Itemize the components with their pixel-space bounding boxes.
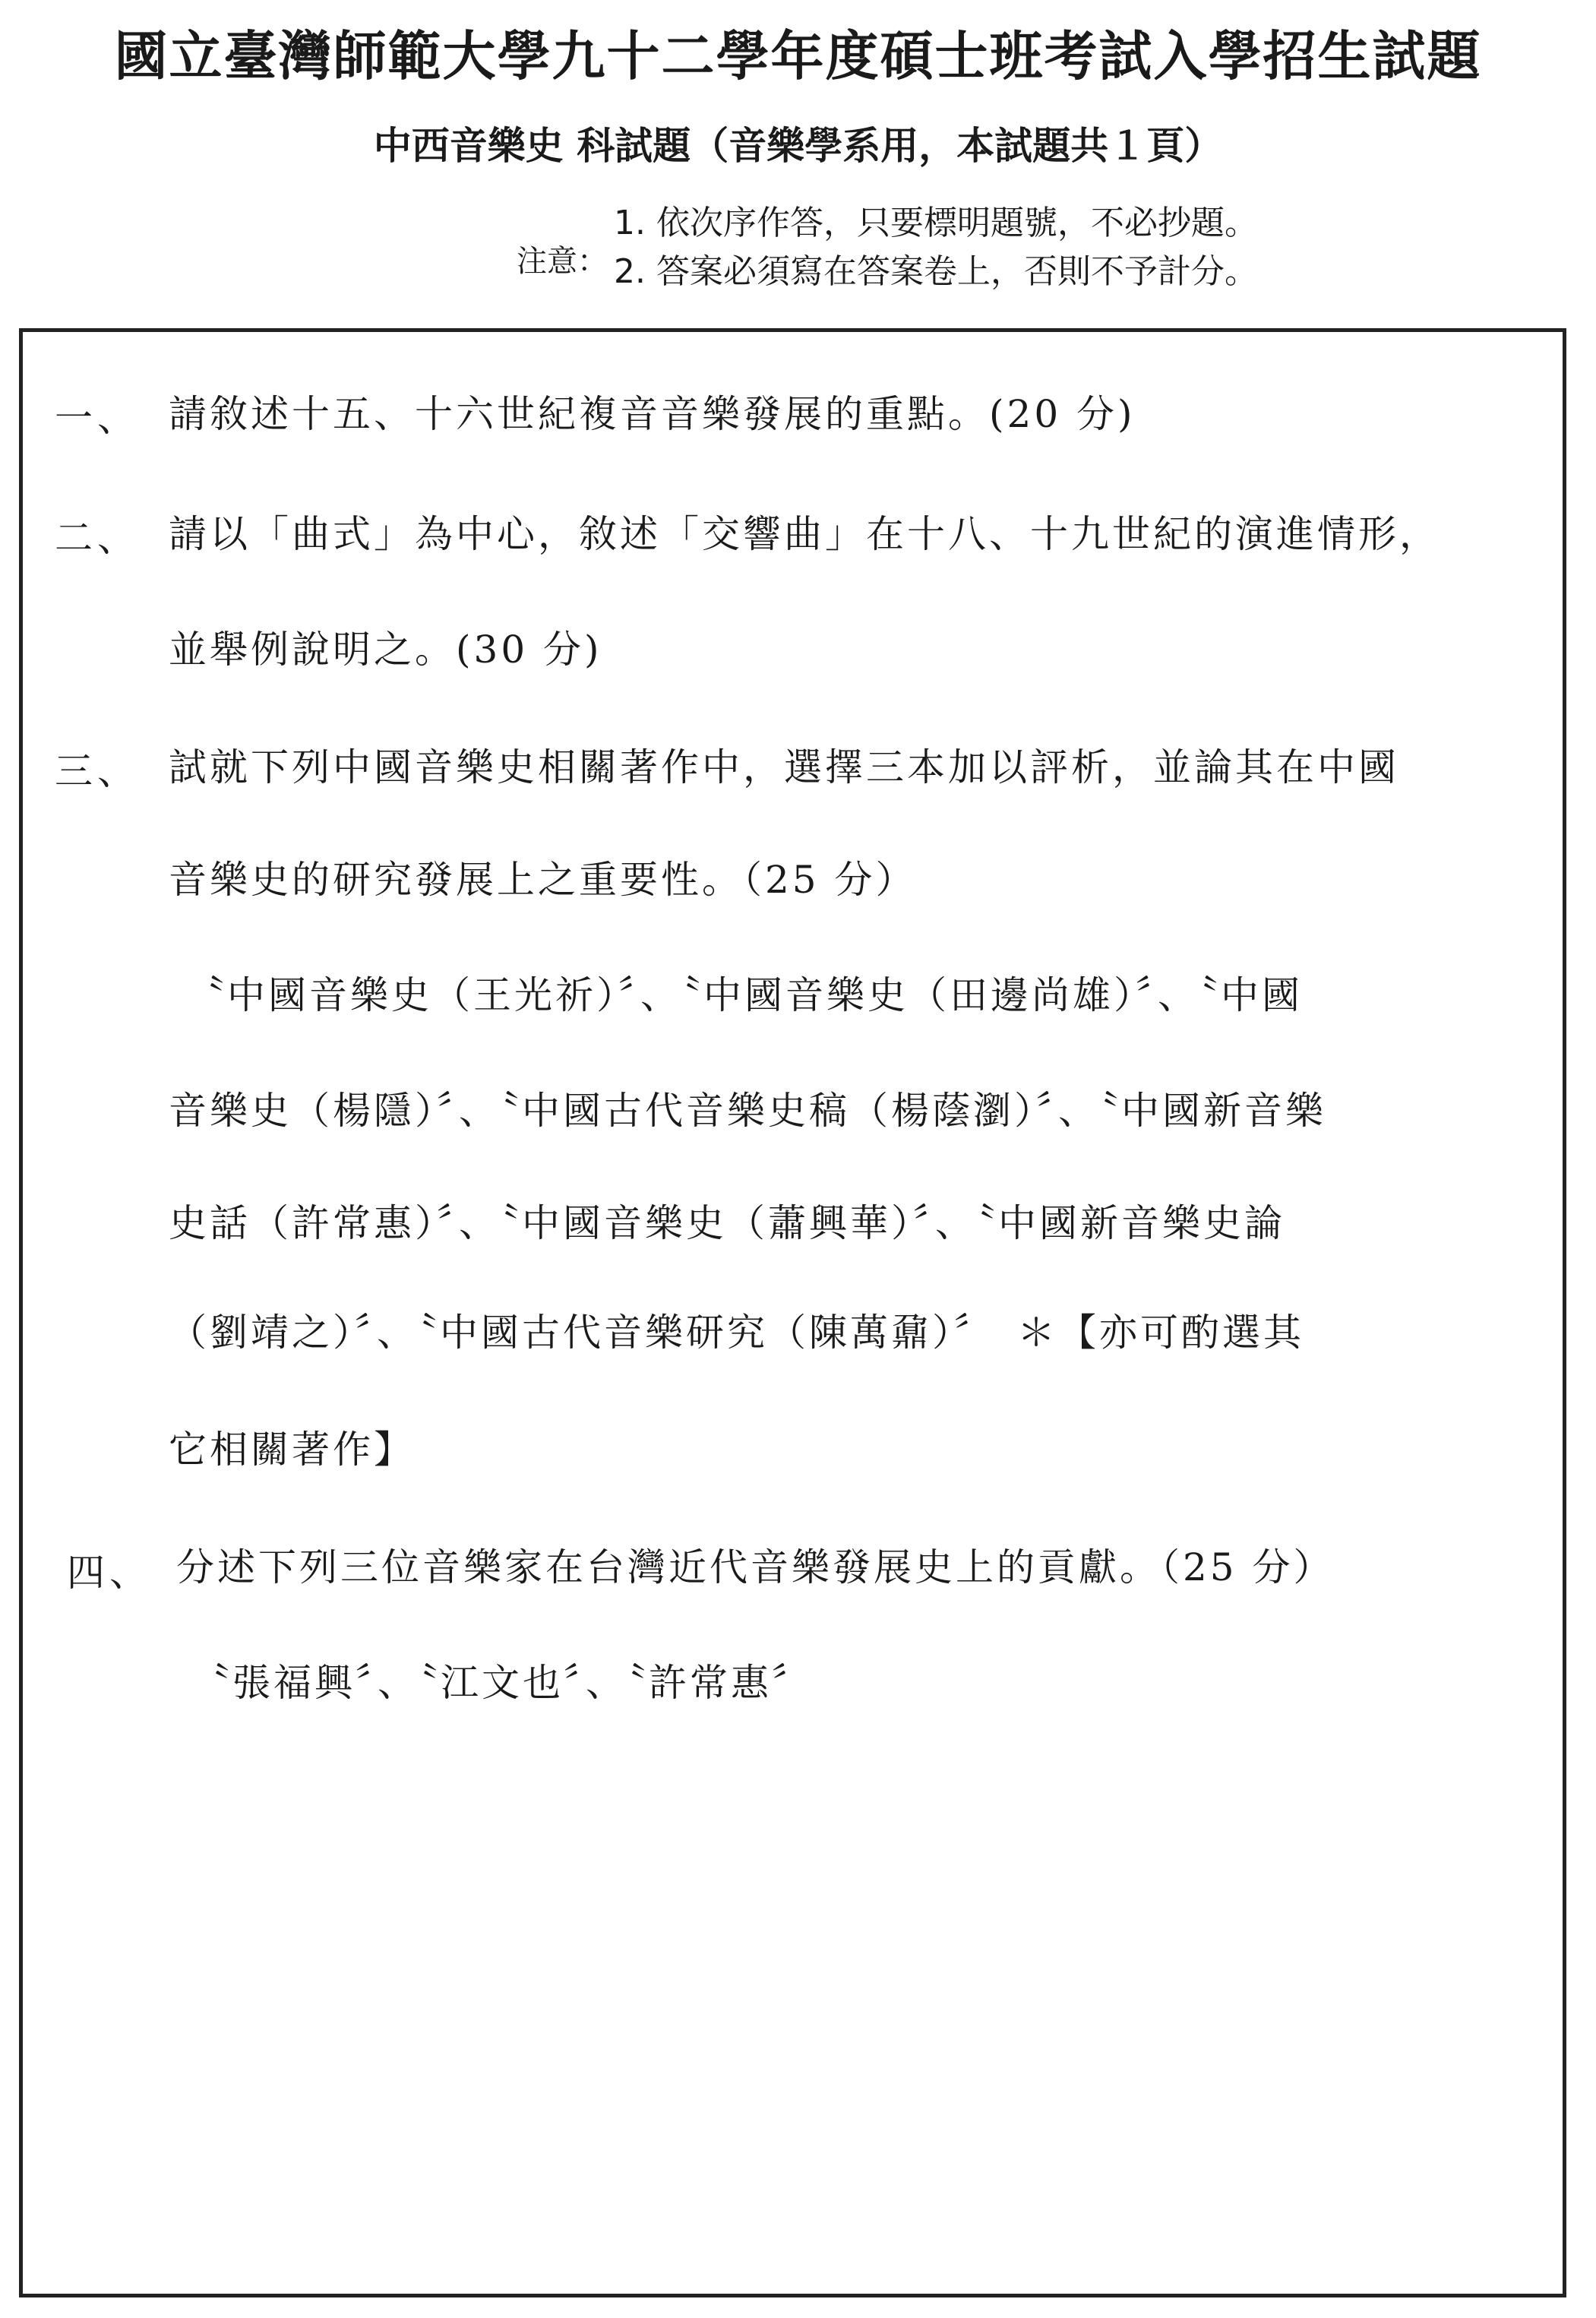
exam-title: 國立臺灣師範大學九十二學年度碩士班考試入學招生試題: [114, 24, 1482, 87]
question-number: 一、: [55, 396, 140, 440]
exam-subtitle: 中西音樂史 科試題（音樂學系用，本試題共１頁）: [373, 123, 1223, 168]
notice-label: 注意：: [517, 244, 608, 279]
question-text-line: 試就下列中國音樂史相關著作中，選擇三本加以評析，並論其在中國: [169, 745, 1399, 789]
question-text-line: 〝張福興〞、〝江文也〞、〝許常惠〞: [191, 1661, 813, 1705]
notice-item: 2. 答案必須寫在答案卷上，否則不予計分。: [614, 252, 1258, 291]
question-text-line: 史話（許常惠）〞、〝中國音樂史（蕭興華）〞、〝中國新音樂史論: [169, 1201, 1285, 1245]
question-text-line: （劉靖之）〞、〝中國古代音樂研究（陳萬鼐）〞 ＊【亦可酌選其: [169, 1311, 1304, 1355]
notice-list: [614, 199, 1258, 296]
question-text-line: 請以「曲式」為中心，敘述「交響曲」在十八、十九世紀的演進情形，: [169, 512, 1440, 556]
question-number: 二、: [55, 516, 140, 560]
question-text-line: 〝中國音樂史（王光祈）〞、〝中國音樂史（田邊尚雄）〞、〝中國: [186, 973, 1303, 1017]
notice-item: 1. 依次序作答，只要標明題號，不必抄題。: [614, 204, 1258, 242]
question-text-line: 音樂史（楊隱）〞、〝中國古代音樂史稿（楊蔭瀏）〞、〝中國新音樂: [169, 1089, 1326, 1133]
question-number: 三、: [55, 749, 140, 793]
question-text-line: 音樂史的研究發展上之重要性。（25 分）: [169, 858, 917, 902]
question-text-line: 分述下列三位音樂家在台灣近代音樂發展史上的貢獻。（25 分）: [176, 1545, 1335, 1589]
question-text-line: 請敘述十五、十六世紀複音音樂發展的重點。(20 分): [169, 392, 1136, 436]
question-text-line: 並舉例說明之。(30 分): [169, 628, 602, 672]
question-number: 四、: [67, 1551, 152, 1595]
question-text-line: 它相關著作】: [169, 1428, 415, 1472]
